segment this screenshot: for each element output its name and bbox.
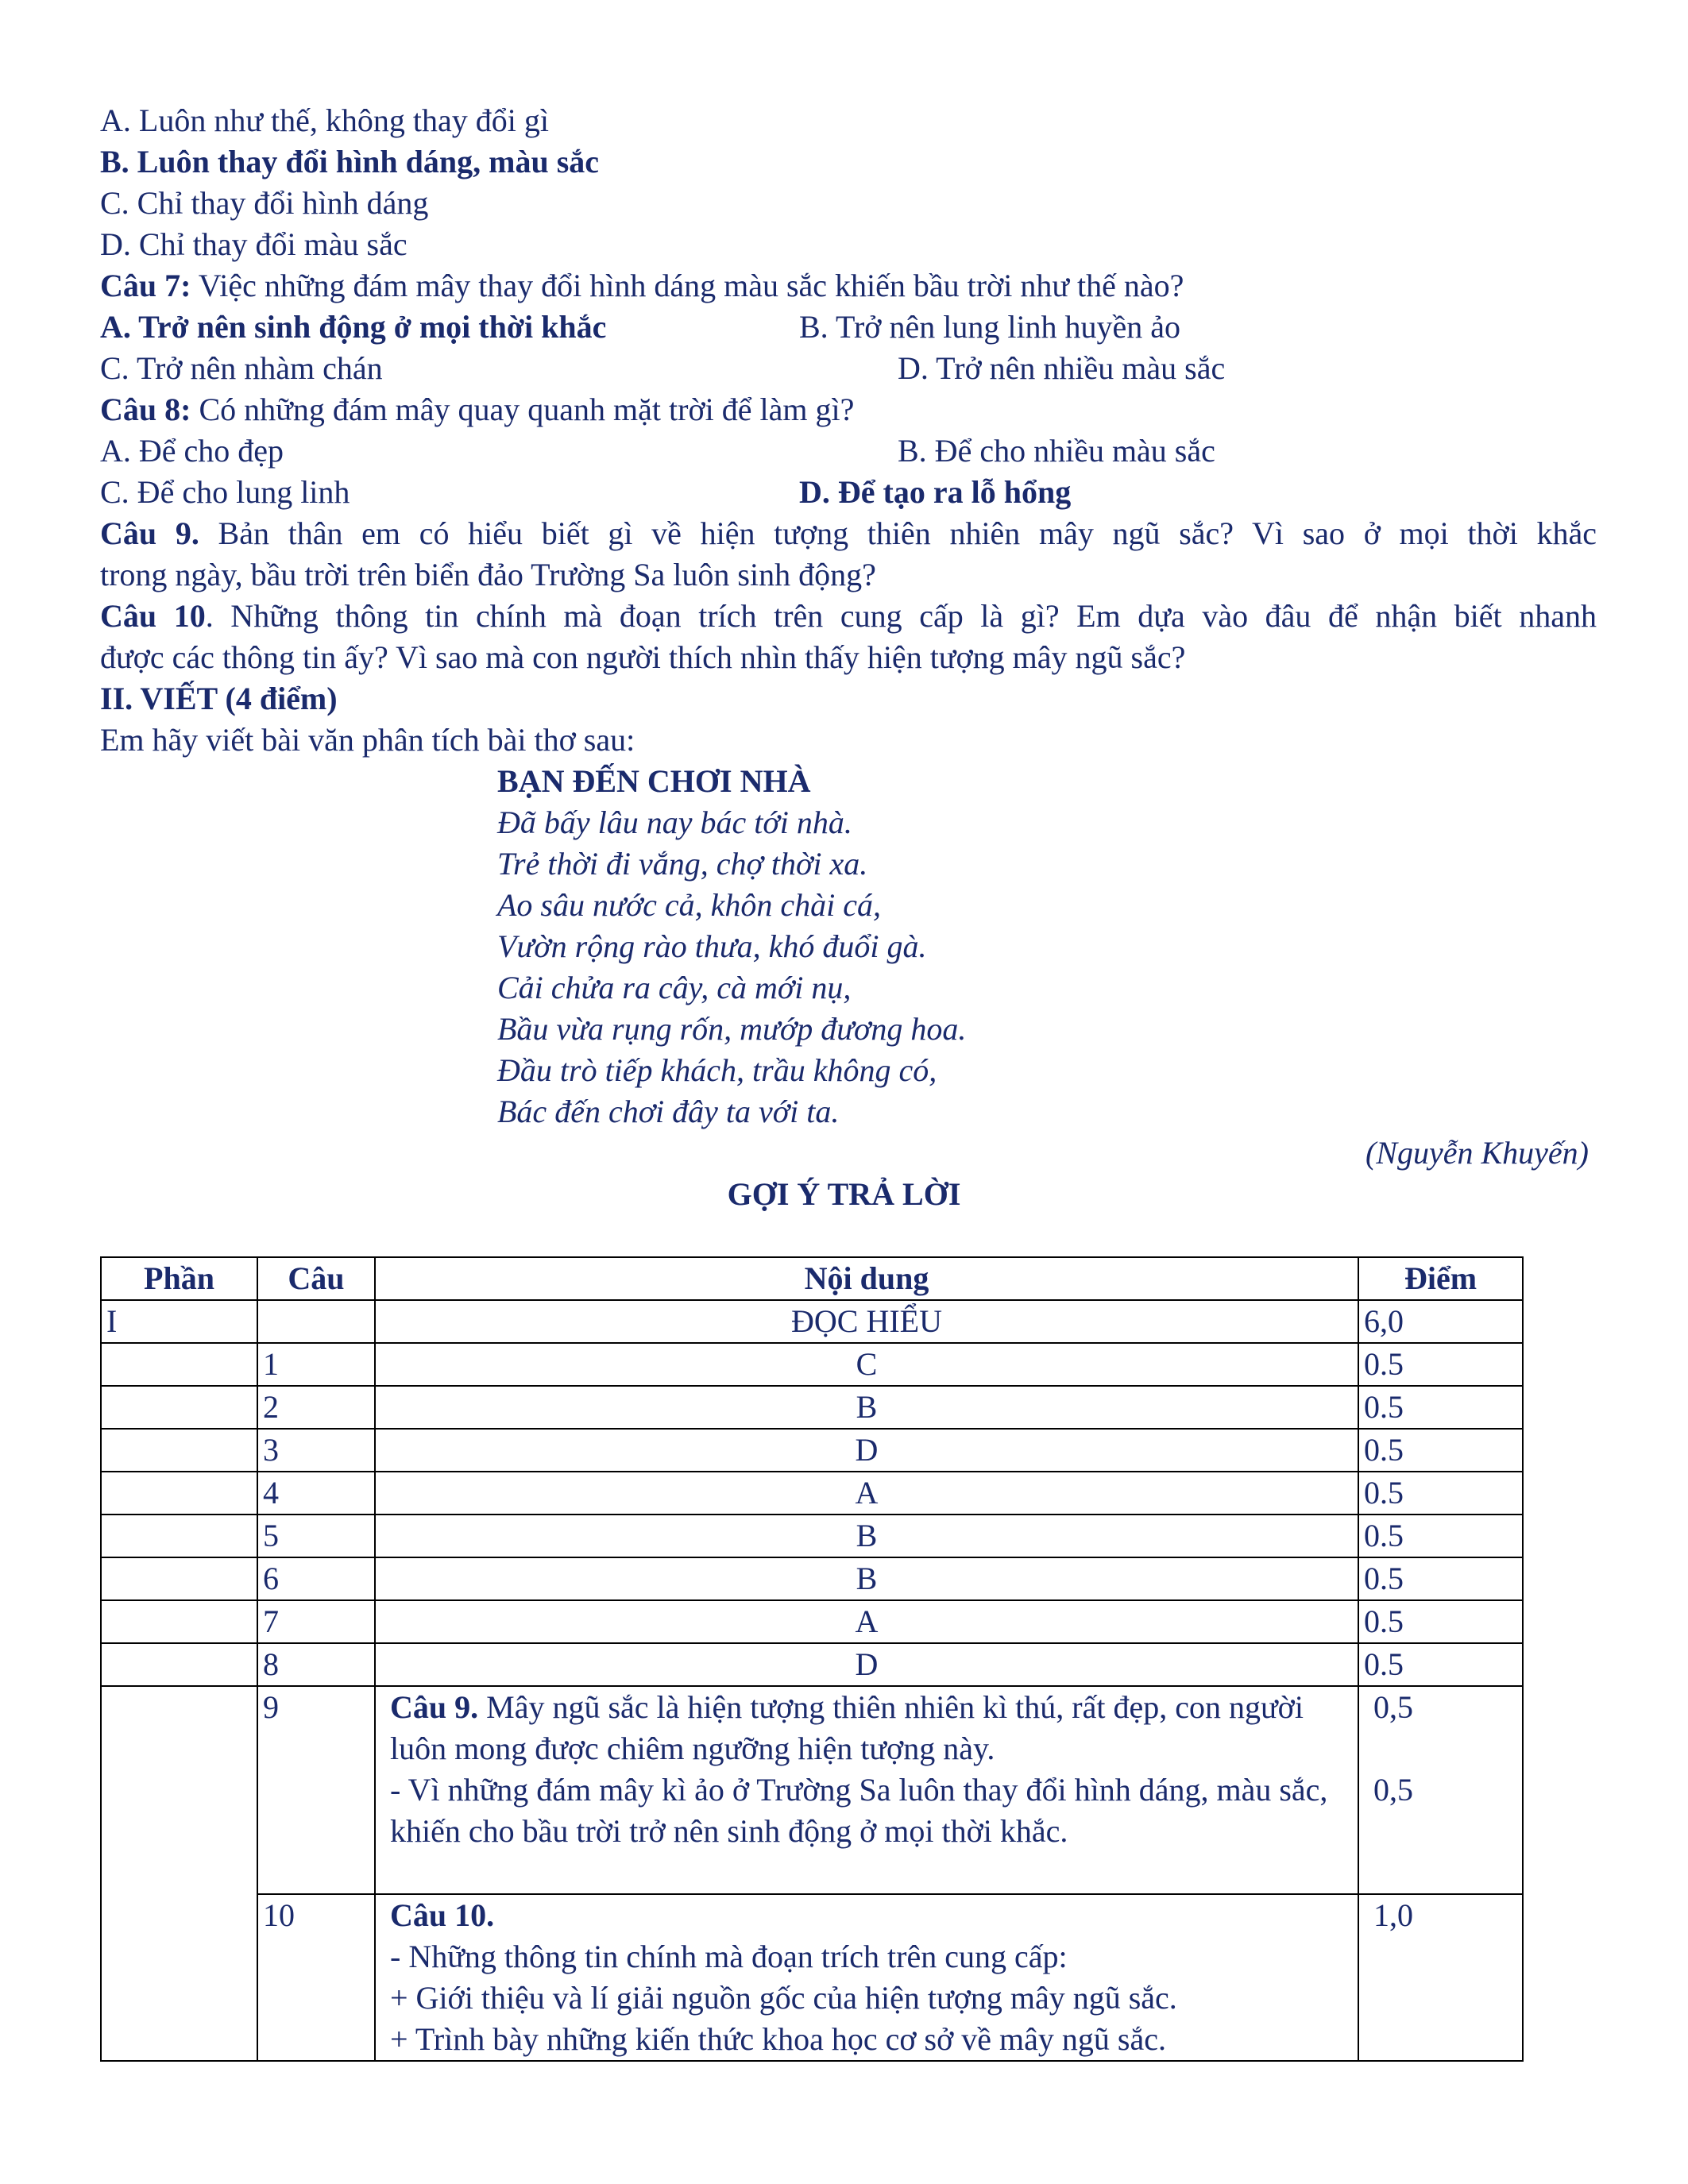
- cell-content: [375, 1894, 1358, 2061]
- table-row: [101, 1557, 1523, 1600]
- q6-option-c: C. Chỉ thay đổi hình dáng: [100, 185, 429, 221]
- question-9-line-1: [100, 513, 1597, 554]
- poem-title: BẠN ĐẾN CHƠI NHÀ: [497, 763, 811, 799]
- question-10-line-1: [100, 596, 1597, 637]
- answer-table: [100, 1256, 1524, 2062]
- cell-question: 2: [257, 1386, 375, 1429]
- cell-part: [101, 1515, 257, 1557]
- cell-part: I: [101, 1300, 257, 1343]
- table-row: [101, 1515, 1523, 1557]
- table-row-q9: [101, 1686, 1523, 1894]
- q9-score-2: 0,5: [1373, 1772, 1413, 1808]
- q9-answer-label: Câu 9.: [390, 1689, 479, 1725]
- cell-question: 6: [257, 1557, 375, 1600]
- q6-option-d: D. Chỉ thay đổi màu sắc: [100, 226, 408, 262]
- q9-answer-para-2: - Vì những đám mây kì ảo ở Trường Sa luôn thay đổi hình dáng, màu sắc, khiến cho bầu trời trở nên sinh động ở mọi thời khắc.: [390, 1772, 1328, 1849]
- q8-option-a: A. Để cho đẹp: [100, 433, 284, 469]
- q7-option-b: B. Trở nên lung linh huyền ảo: [799, 309, 1181, 345]
- q8-label: Câu 8:: [100, 392, 191, 427]
- q10-label: Câu 10: [100, 598, 206, 634]
- table-header-row: [101, 1257, 1523, 1300]
- header-score: Điểm: [1358, 1257, 1523, 1300]
- table-row: [101, 1386, 1523, 1429]
- q9-score-1: 0,5: [1373, 1689, 1413, 1725]
- q10-answer-line: + Giới thiệu và lí giải nguồn gốc của hiện tượng mây ngũ sắc.: [390, 1980, 1177, 2016]
- cell-content: D: [375, 1429, 1358, 1472]
- cell-score: 0.5: [1358, 1600, 1523, 1643]
- cell-part: [101, 1686, 257, 2061]
- q7-option-d: D. Trở nên nhiều màu sắc: [898, 350, 1226, 386]
- cell-score: 0.5: [1358, 1429, 1523, 1472]
- answer-heading: GỢI Ý TRẢ LỜI: [727, 1176, 961, 1212]
- poem-line: Vườn rộng rào thưa, khó đuổi gà.: [497, 928, 927, 964]
- cell-part: [101, 1429, 257, 1472]
- poem-line: Đã bấy lâu nay bác tới nhà.: [497, 805, 852, 840]
- table-row-q10: [101, 1894, 1523, 2061]
- cell-part: [101, 1600, 257, 1643]
- q6-option-a: A. Luôn như thế, không thay đổi gì: [100, 102, 549, 138]
- cell-content: A: [375, 1600, 1358, 1643]
- poem-line: Ao sâu nước cả, khôn chài cá,: [497, 887, 882, 923]
- q7-text: Việc những đám mây thay đổi hình dáng màu sắc khiến bầu trời như thế nào?: [191, 268, 1184, 303]
- cell-score: 6,0: [1358, 1300, 1523, 1343]
- cell-question: 9: [257, 1686, 375, 1894]
- cell-score: 0.5: [1358, 1472, 1523, 1515]
- q8-option-c: C. Để cho lung linh: [100, 474, 350, 510]
- q8-option-d-answer: D. Để tạo ra lỗ hổng: [799, 474, 1072, 510]
- cell-content: C: [375, 1343, 1358, 1386]
- table-row: [101, 1600, 1523, 1643]
- cell-question: 7: [257, 1600, 375, 1643]
- poem-line: Trẻ thời đi vắng, chợ thời xa.: [497, 846, 868, 882]
- cell-content: [375, 1686, 1358, 1894]
- question-7: [100, 265, 1184, 307]
- poem-line: Bác đến chơi đây ta với ta.: [497, 1094, 840, 1129]
- header-part: Phần: [101, 1257, 257, 1300]
- header-content: Nội dung: [375, 1257, 1358, 1300]
- cell-question: 5: [257, 1515, 375, 1557]
- cell-question: 3: [257, 1429, 375, 1472]
- table-row: [101, 1429, 1523, 1472]
- cell-question: 1: [257, 1343, 375, 1386]
- q10-answer-label: Câu 10.: [390, 1897, 495, 1933]
- q7-option-a-answer: A. Trở nên sinh động ở mọi thời khắc: [100, 309, 607, 345]
- q10-text-1: . Những thông tin chính mà đoạn trích trên cung cấp là gì? Em dựa vào đâu để nhận biết nhanh: [205, 598, 1597, 634]
- cell-score: 0.5: [1358, 1515, 1523, 1557]
- cell-content: B: [375, 1515, 1358, 1557]
- table-row: [101, 1472, 1523, 1515]
- poem-line: Đầu trò tiếp khách, trầu không có,: [497, 1052, 937, 1088]
- cell-content: ĐỌC HIỂU: [375, 1300, 1358, 1343]
- q8-text: Có những đám mây quay quanh mặt trời để làm gì?: [191, 392, 855, 427]
- q9-answer-para-1: [390, 1687, 1353, 1769]
- q9-answer-text-1: Mây ngũ sắc là hiện tượng thiên nhiên kì thú, rất đẹp, con người luôn mong được chiêm ngưỡng hiện tượng này.: [390, 1689, 1304, 1766]
- table-row: [101, 1643, 1523, 1686]
- cell-part: [101, 1643, 257, 1686]
- question-9-line-2: trong ngày, bầu trời trên biển đảo Trường Sa luôn sinh động?: [100, 557, 876, 592]
- q7-option-c: C. Trở nên nhàm chán: [100, 350, 383, 386]
- cell-content: A: [375, 1472, 1358, 1515]
- cell-score: 0.5: [1358, 1343, 1523, 1386]
- question-8: [100, 389, 854, 430]
- cell-part: [101, 1386, 257, 1429]
- poem-author: (Nguyễn Khuyến): [1365, 1135, 1589, 1171]
- writing-heading: II. VIẾT (4 điểm): [100, 681, 338, 716]
- q9-text-1: Bản thân em có hiểu biết gì về hiện tượng thiên nhiên mây ngũ sắc? Vì sao ở mọi thời khắc: [199, 515, 1597, 551]
- cell-score: 1,0: [1358, 1894, 1523, 2061]
- cell-content: B: [375, 1557, 1358, 1600]
- cell-part: [101, 1557, 257, 1600]
- cell-part: [101, 1472, 257, 1515]
- poem-line: Cải chửa ra cây, cà mới nụ,: [497, 970, 852, 1005]
- q7-label: Câu 7:: [100, 268, 191, 303]
- writing-prompt: Em hãy viết bài văn phân tích bài thơ sau:: [100, 722, 635, 758]
- cell-question: 4: [257, 1472, 375, 1515]
- cell-part: [101, 1343, 257, 1386]
- q6-option-b-answer: B. Luôn thay đổi hình dáng, màu sắc: [100, 144, 600, 179]
- q10-answer-line: - Những thông tin chính mà đoạn trích trên cung cấp:: [390, 1939, 1068, 1974]
- cell-score: 0.5: [1358, 1557, 1523, 1600]
- question-10-line-2: được các thông tin ấy? Vì sao mà con người thích nhìn thấy hiện tượng mây ngũ sắc?: [100, 639, 1186, 675]
- cell-score: 0.5: [1358, 1643, 1523, 1686]
- q10-answer-line: + Trình bày những kiến thức khoa học cơ sở về mây ngũ sắc.: [390, 2021, 1166, 2057]
- cell-score: 0.5: [1358, 1386, 1523, 1429]
- cell-score: [1358, 1686, 1523, 1894]
- cell-question: 8: [257, 1643, 375, 1686]
- cell-question: [257, 1300, 375, 1343]
- header-question: Câu: [257, 1257, 375, 1300]
- table-row: [101, 1343, 1523, 1386]
- q9-label: Câu 9.: [100, 515, 199, 551]
- q8-option-b: B. Để cho nhiều màu sắc: [898, 433, 1215, 469]
- cell-question: 10: [257, 1894, 375, 2061]
- cell-content: D: [375, 1643, 1358, 1686]
- cell-content: B: [375, 1386, 1358, 1429]
- table-row-section: [101, 1300, 1523, 1343]
- poem-line: Bầu vừa rụng rốn, mướp đương hoa.: [497, 1011, 967, 1047]
